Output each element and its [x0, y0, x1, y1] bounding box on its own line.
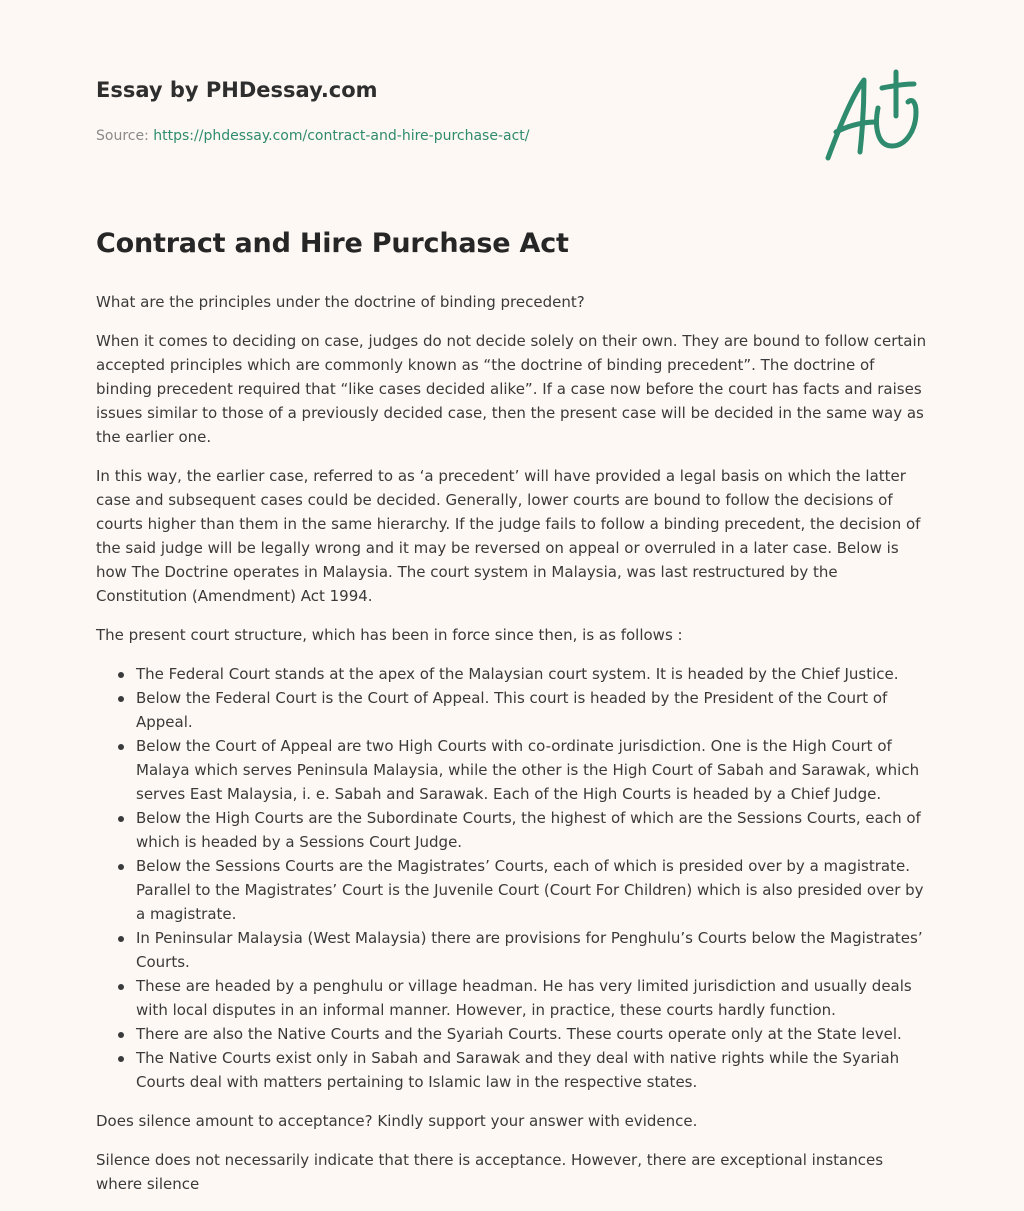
question-2: Does silence amount to acceptance? Kindly support your answer with evidence.	[96, 1112, 698, 1130]
article	[96, 224, 930, 1211]
source-line	[96, 126, 796, 146]
site-brand: Essay by PHDessay.com	[96, 78, 378, 102]
list-item: There are also the Native Courts and the Syariah Courts. These courts operate only at the State level.	[136, 1022, 930, 1046]
list-item: The Native Courts exist only in Sabah and Sarawak and they deal with native rights while the Syariah Courts deal with matters pertaining to Islamic law in the respective states.	[136, 1046, 930, 1094]
list-item: Below the Sessions Courts are the Magistrates’ Courts, each of which is presided over by a magistrate. Parallel to the Magistrates’ Court is the Juvenile Court (Court For Children) which is also presided over by a magistrate.	[136, 854, 930, 926]
list-item: The Federal Court stands at the apex of the Malaysian court system. It is headed by the Chief Justice.	[136, 662, 930, 686]
article-title: Contract and Hire Purchase Act	[96, 228, 569, 259]
a-plus-logo-icon	[818, 66, 928, 166]
question-1: What are the principles under the doctrine of binding precedent?	[96, 293, 585, 311]
source-link[interactable]: https://phdessay.com/contract-and-hire-purchase-act/	[153, 128, 530, 144]
source-label: Source:	[96, 128, 154, 144]
list-item: Below the Federal Court is the Court of Appeal. This court is headed by the President of the Court of Appeal.	[136, 686, 930, 734]
court-structure-list	[96, 662, 930, 1094]
list-item: Below the Court of Appeal are two High Courts with co-ordinate jurisdiction. One is the High Court of Malaya which serves Peninsula Malaysia, while the other is the High Court of Sabah and Sarawak, which serves East Malaysia, i. e. Sabah and Sarawak. Each of the High Courts is headed by a Chief Judge.	[136, 734, 930, 806]
paragraph: In this way, the earlier case, referred to as ‘a precedent’ will have provided a legal basis on which the latter case and subsequent cases could be decided. Generally, lower courts are bound to follow the decisions of courts higher than them in the same hierarchy. If the judge fails to follow a binding precedent, the decision of the said judge will be legally wrong and it may be reversed on appeal or overruled in a later case. Below is how The Doctrine operates in Malaysia. The court system in Malaysia, was last restructured by the Constitution (Amendment) Act 1994.	[96, 467, 921, 605]
paragraph: Silence does not necessarily indicate that there is acceptance. However, there are exceptional instances where silence	[96, 1151, 884, 1193]
paragraph: When it comes to deciding on case, judges do not decide solely on their own. They are bound to follow certain accepted principles which are commonly known as “the doctrine of binding precedent”. The doctrine of binding precedent required that “like cases decided alike”. If a case now before the court has facts and raises issues similar to those of a previously decided case, then the present case will be decided in the same way as the earlier one.	[96, 332, 927, 446]
list-item: Below the High Courts are the Subordinate Courts, the highest of which are the Sessions Courts, each of which is headed by a Sessions Court Judge.	[136, 806, 930, 854]
list-item: These are headed by a penghulu or village headman. He has very limited jurisdiction and usually deals with local disputes in an informal manner. However, in practice, these courts hardly function.	[136, 974, 930, 1022]
paragraph: The present court structure, which has been in force since then, is as follows :	[96, 626, 683, 644]
page-header	[96, 76, 796, 146]
list-item: In Peninsular Malaysia (West Malaysia) there are provisions for Penghulu’s Courts below the Magistrates’ Courts.	[136, 926, 930, 974]
